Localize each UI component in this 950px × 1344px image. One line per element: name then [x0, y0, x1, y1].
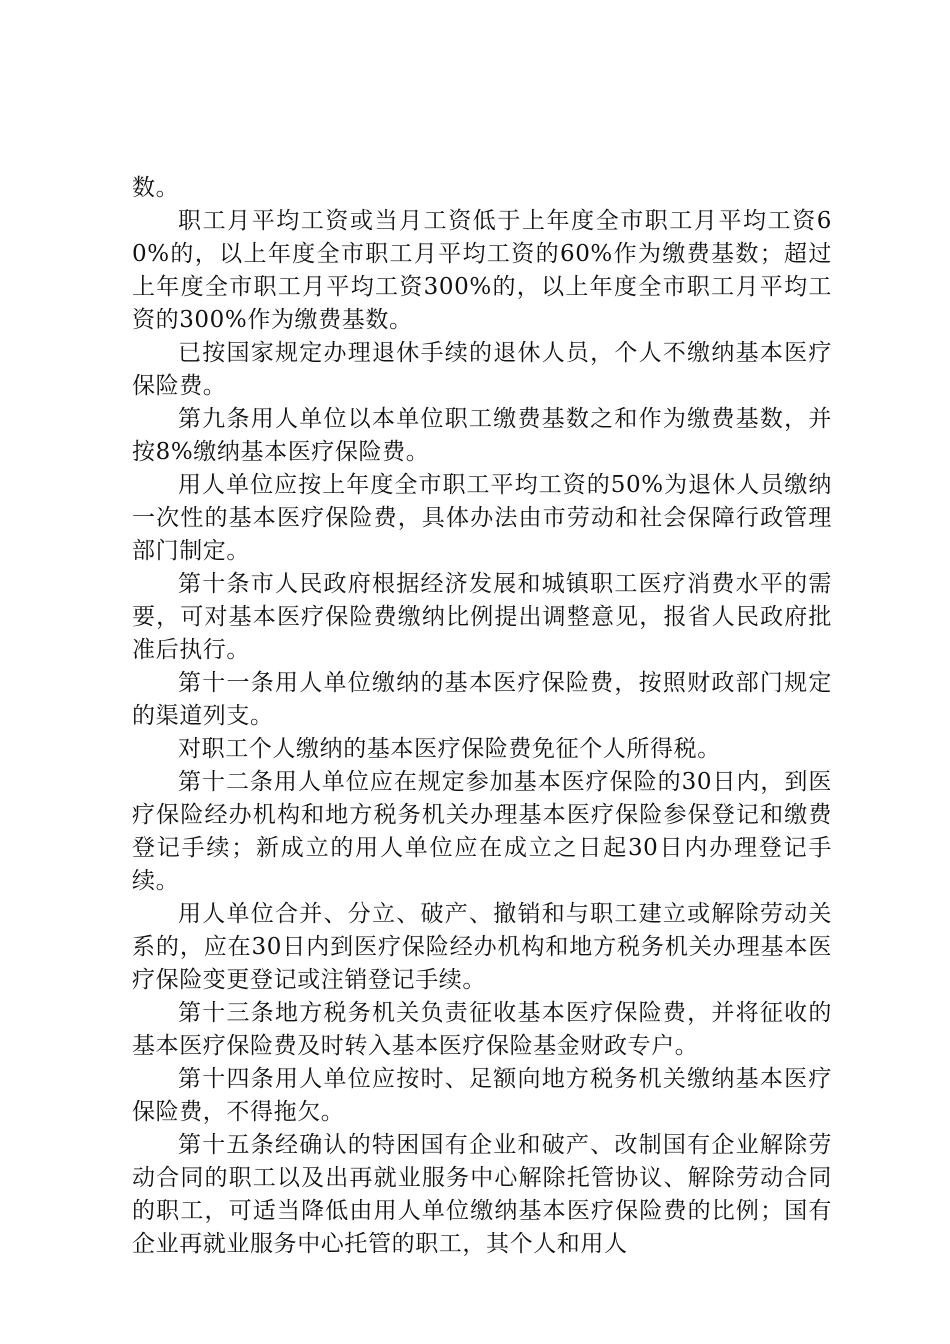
paragraph: 用人单位应按上年度全市职工平均工资的50%为退休人员缴纳一次性的基本医疗保险费，具体办法由市劳动和社会保障行政管理部门制定。: [132, 472, 832, 564]
paragraph: 职工月平均工资或当月工资低于上年度全市职工月平均工资60%的，以上年度全市职工月平均工资的60%作为缴费基数；超过上年度全市职工月平均工资300%的，以上年度全市职工月平均工资的300%作为缴费基数。: [132, 208, 832, 333]
paragraph: 用人单位合并、分立、破产、撤销和与职工建立或解除劳动关系的，应在30日内到医疗保险经办机构和地方税务机关办理基本医疗保险变更登记或注销登记手续。: [132, 901, 832, 993]
paragraph: 已按国家规定办理退休手续的退休人员，个人不缴纳基本医疗保险费。: [132, 340, 832, 399]
paragraph: 数。: [132, 175, 180, 201]
paragraph: 第十三条地方税务机关负责征收基本医疗保险费，并将征收的基本医疗保险费及时转入基本医疗保险基金财政专户。: [132, 1000, 832, 1059]
paragraph: 第十二条用人单位应在规定参加基本医疗保险的30日内，到医疗保险经办机构和地方税务机关办理基本医疗保险参保登记和缴费登记手续；新成立的用人单位应在成立之日起30日内办理登记手续。: [132, 769, 832, 894]
paragraph: 第九条用人单位以本单位职工缴费基数之和作为缴费基数，并按8%缴纳基本医疗保险费。: [132, 406, 832, 465]
paragraph: 对职工个人缴纳的基本医疗保险费免征个人所得税。: [178, 736, 721, 762]
document-body: [132, 172, 832, 1261]
paragraph: 第十条市人民政府根据经济发展和城镇职工医疗消费水平的需要，可对基本医疗保险费缴纳比例提出调整意见，报省人民政府批准后执行。: [132, 571, 832, 663]
paragraph: 第十一条用人单位缴纳的基本医疗保险费，按照财政部门规定的渠道列支。: [132, 670, 832, 729]
paragraph: 第十四条用人单位应按时、足额向地方税务机关缴纳基本医疗保险费，不得拖欠。: [132, 1066, 832, 1125]
paragraph: 第十五条经确认的特困国有企业和破产、改制国有企业解除劳动合同的职工以及出再就业服务中心解除托管协议、解除劳动合同的职工，可适当降低由用人单位缴纳基本医疗保险费的比例；国有企业再就业服务中心托管的职工，其个人和用人: [132, 1132, 832, 1257]
